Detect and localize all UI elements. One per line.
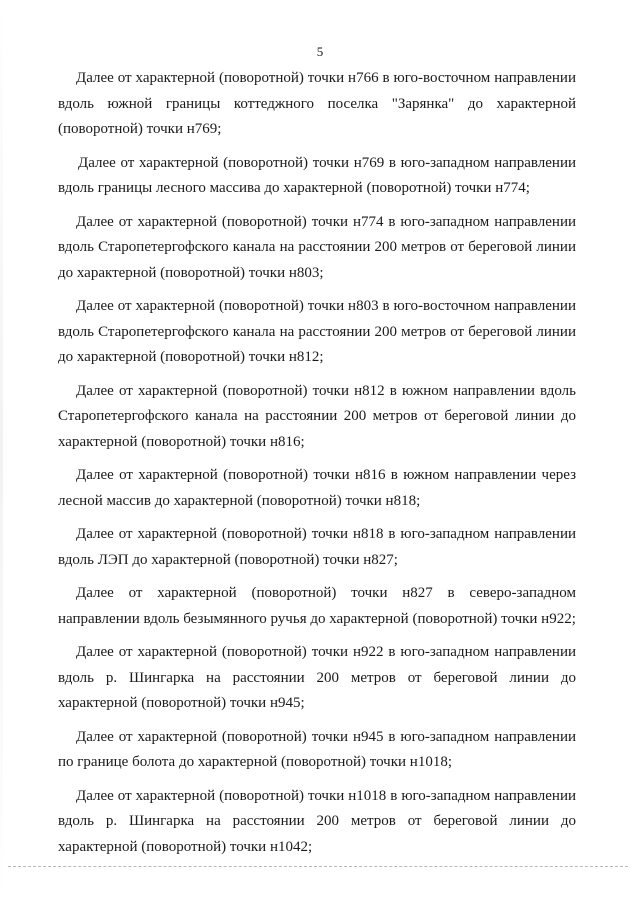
paragraph-10: Далее от характерной (поворотной) точки н945 в юго-западном направлении по границе болота до характерной (поворотной) точки н1018; <box>58 728 576 770</box>
page-number: 5 <box>316 44 324 59</box>
bottom-border-line <box>8 866 628 867</box>
paragraph-9: Далее от характерной (поворотной) точки н922 в юго-западном направлении вдоль р. Шингарка на расстоянии 200 метров от береговой линии до характерной (поворотной) точки н945; <box>58 644 576 711</box>
scan-edge <box>0 0 3 905</box>
paragraph-8: Далее от характерной (поворотной) точки н827 в северо-западном направлении вдоль безымянного ручья до характерной (поворотной) точки н922; <box>58 585 576 627</box>
paragraph-5: Далее от характерной (поворотной) точки н812 в южном направлении вдоль Старопетергофского канала на расстоянии 200 метров от береговой линии до характерной (поворотной) точки н816; <box>58 382 576 450</box>
paragraph-7: Далее от характерной (поворотной) точки н818 в юго-западном направлении вдоль ЛЭП до характерной (поворотной) точки н827; <box>58 526 576 568</box>
paragraph-6: Далее от характерной (поворотной) точки н816 в южном направлении через лесной массив до характерной (поворотной) точки н818; <box>58 467 576 509</box>
paragraph-3: Далее от характерной (поворотной) точки н774 в юго-западном направлении вдоль Старопетергофского канала на расстоянии 200 метров от береговой линии до характерной (поворотной) точки н803; <box>58 213 576 281</box>
paragraph-11: Далее от характерной (поворотной) точки н1018 в юго-западном направлении вдоль р. Шингарка на расстоянии 200 метров от береговой линии до характерной (поворотной) точки н1042; <box>58 787 576 855</box>
paragraph-4: Далее от характерной (поворотной) точки н803 в юго-восточном направлении вдоль Старопетергофского канала на расстоянии 200 метров от береговой линии до характерной (поворотной) точки н812; <box>58 298 576 365</box>
paragraph-1: Далее от характерной (поворотной) точки н766 в юго-восточном направлении вдоль южной границы коттеджного поселка "Зарянка" до характерной (поворотной) точки н769; <box>58 70 576 137</box>
paragraph-2: Далее от характерной (поворотной) точки н769 в юго-западном направлении вдоль границы лесного массива до характерной (поворотной) точки н774; <box>58 154 576 196</box>
document-body <box>58 66 576 868</box>
